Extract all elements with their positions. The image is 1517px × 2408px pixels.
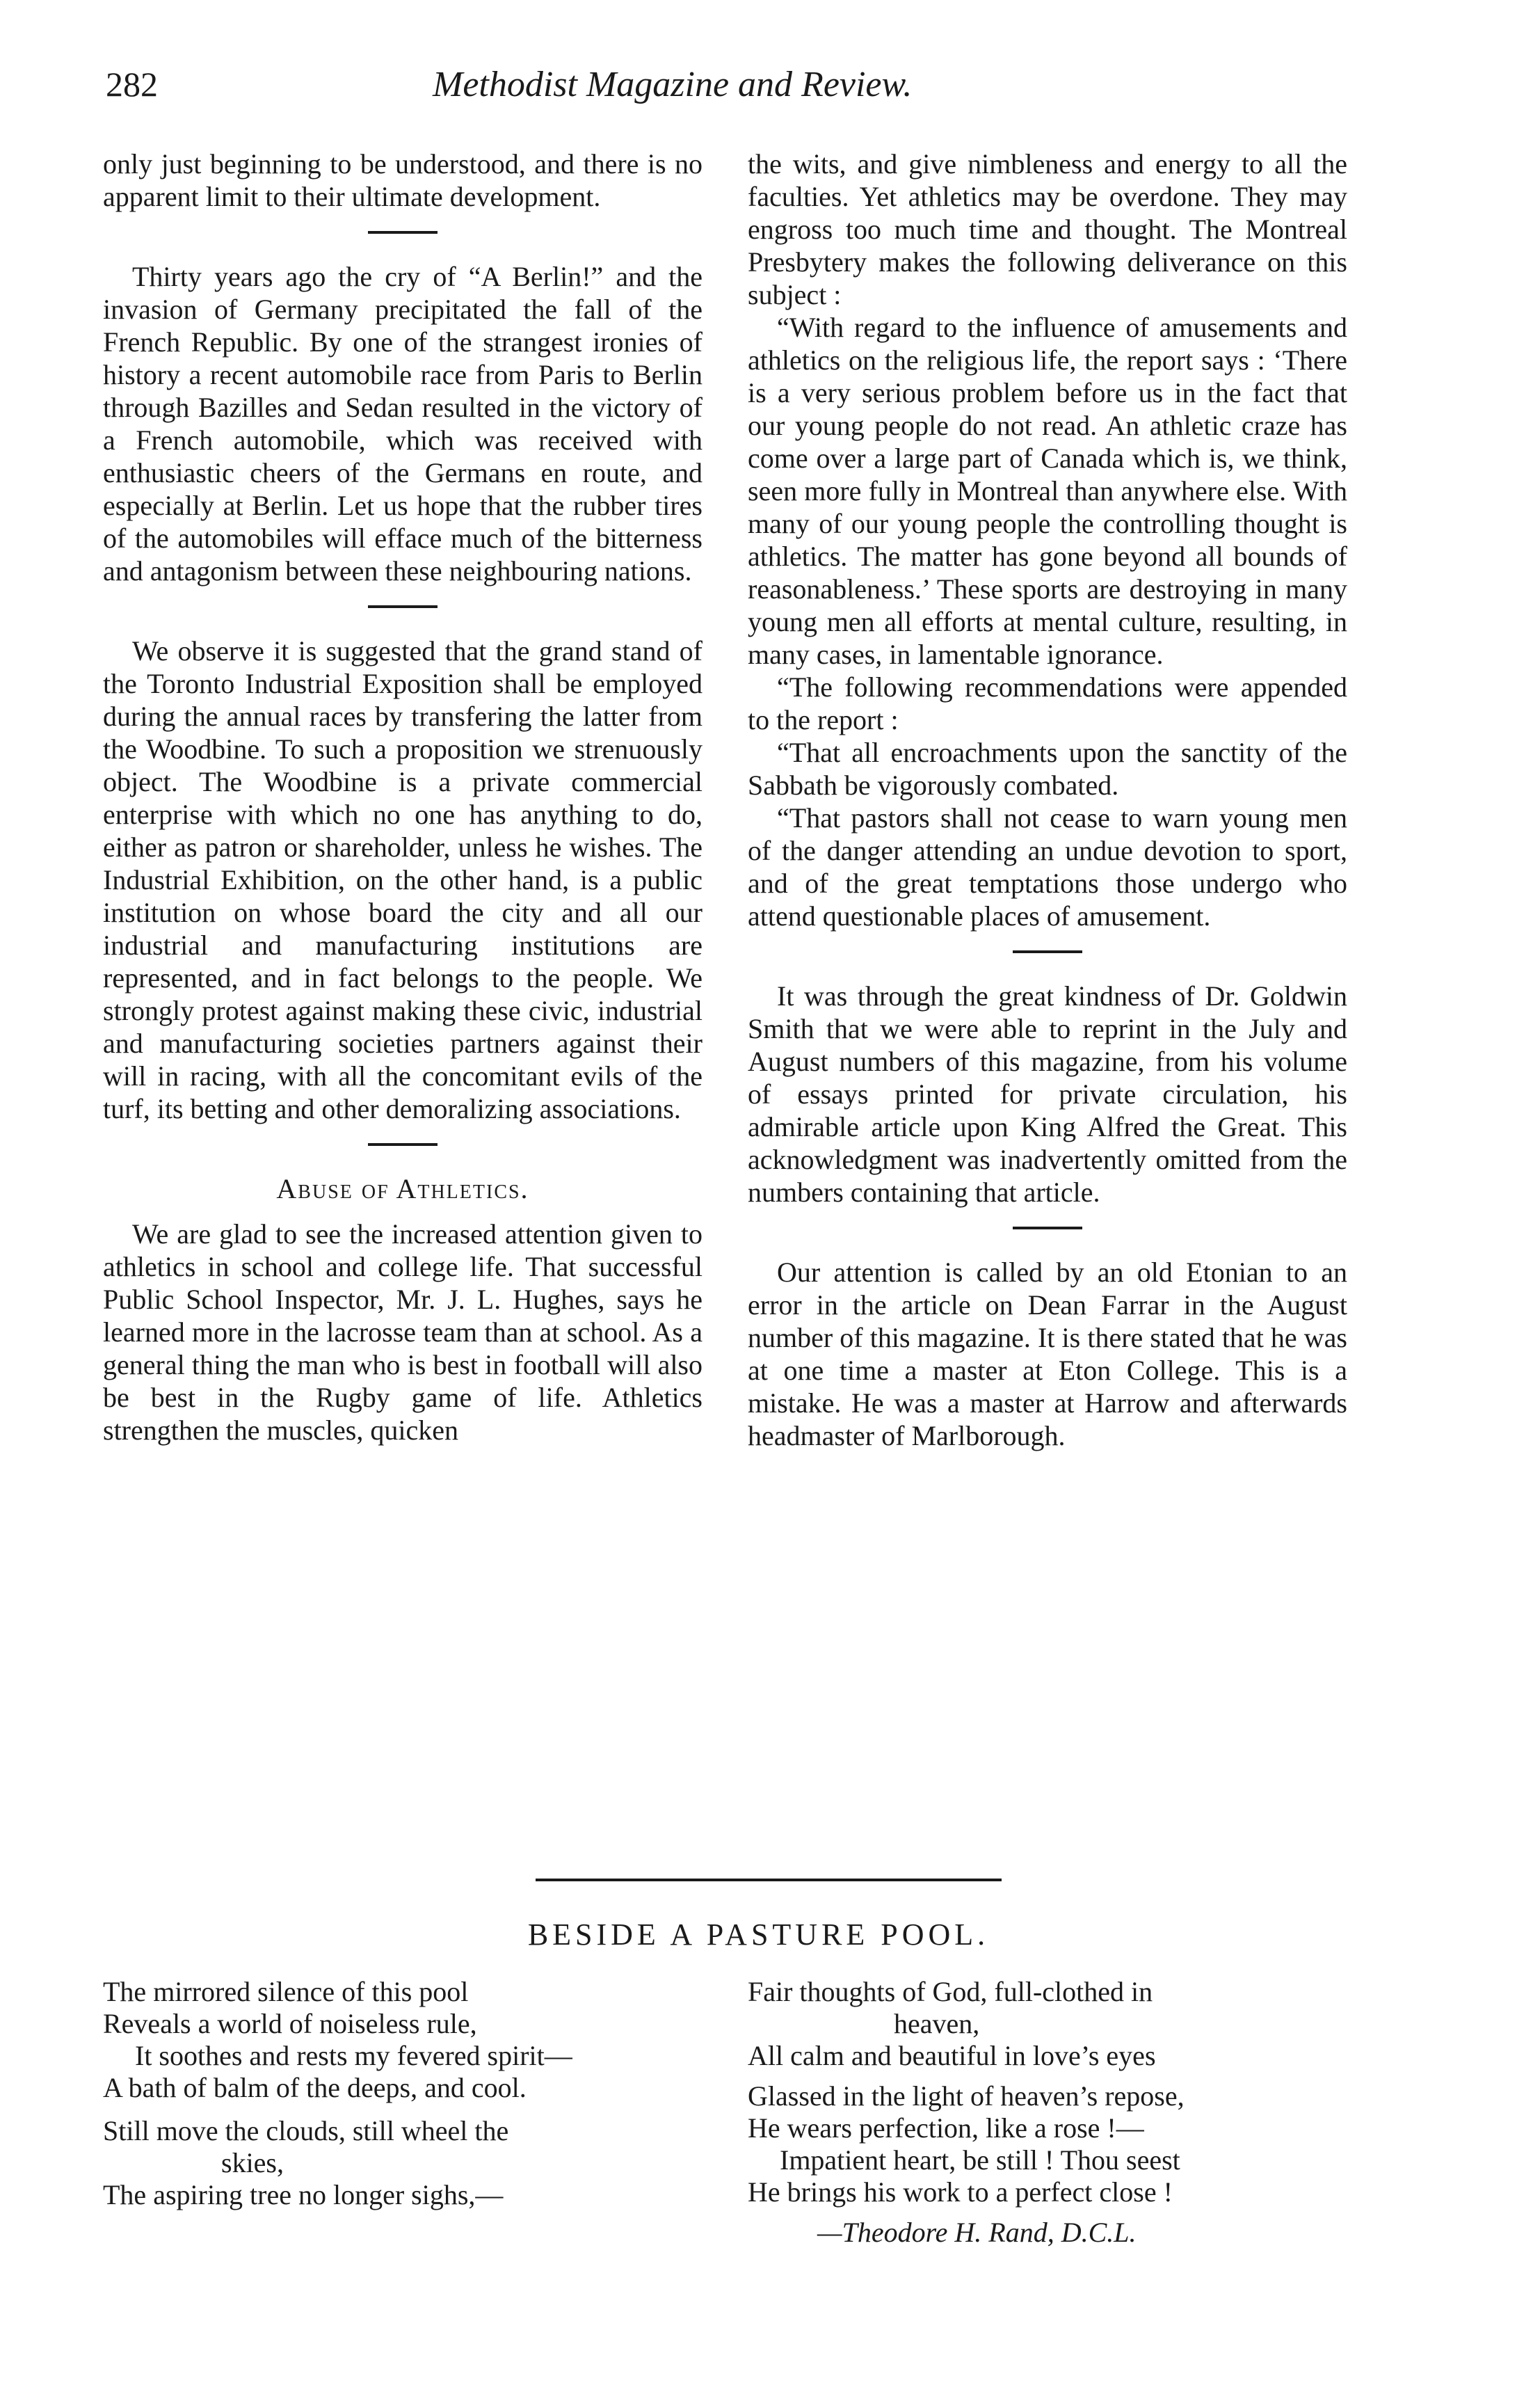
paragraph: We observe it is suggested that the grand stand of the Toronto Industrial Exposition shall be employed during the annual races by transfering the latter from the Woodbine. To such a proposition we strenuously object. The Woodbine is a private commercial enterprise with which no one has anything to do, either as patron or shareholder, unless he wishes. The Industrial Exhibition, on the other hand, is a public institution on whose board the city and all our industrial and manufacturing institutions are represented, and in fact belongs to the people. We strongly protest against making these civic, industrial and manufacturing societies partners against their will in racing, with all the concomitant evils of the turf, its betting and other demoralizing associations. bbox=[103, 635, 703, 1124]
section-divider bbox=[368, 231, 438, 234]
paragraph: It was through the great kindness of Dr. Goldwin Smith that we were able to reprint in the July and August numbers of this magazine, from his volume of essays printed for private circulation, his admirable article upon King Alfred the Great. This acknowledgment was inadvertently omitted from the numbers containing that article. bbox=[748, 980, 1347, 1208]
poem-line: heaven, bbox=[894, 2008, 980, 2039]
paragraph: only just beginning to be understood, and there is no apparent limit to their ultimate development. bbox=[103, 148, 703, 212]
right-column bbox=[748, 147, 1347, 1452]
poem-line: He brings his work to a perfect close ! bbox=[748, 2176, 1173, 2208]
poem-line: The aspiring tree no longer sighs,— bbox=[103, 2179, 504, 2210]
poem-line: skies, bbox=[221, 2147, 284, 2178]
section-divider bbox=[368, 605, 438, 608]
poem-line: Impatient heart, be still ! Thou seest bbox=[780, 2144, 1180, 2176]
quoted-paragraph: “The following recommendations were appended to the report : bbox=[748, 671, 1347, 735]
paragraph: Thirty years ago the cry of “A Berlin!” and the invasion of Germany precipitated the fall of the French Republic. By one of the strangest ironies of history a recent automobile race from Paris to Berlin through Bazilles and Sedan resulted in the victory of a French automobile, which was received with enthusiastic cheers of the Germans en route, and especially at Berlin. Let us hope that the rubber tires of the automobiles will efface much of the bitterness and antagonism between these neighbouring nations. bbox=[103, 261, 703, 587]
poem-stanza bbox=[103, 2115, 508, 2211]
poem-line: Fair thoughts of God, full-clothed in bbox=[748, 1976, 1153, 2007]
poem-title: BESIDE A PASTURE POOL. bbox=[527, 1917, 990, 1952]
poem-line: It soothes and rests my fevered spirit— bbox=[135, 2040, 572, 2071]
left-column bbox=[103, 147, 703, 1446]
quoted-paragraph: “That pastors shall not cease to warn young men of the danger attending an undue devotion to sport, and of the great temptations those undergo who attend questionable places of amusement. bbox=[748, 802, 1347, 932]
paragraph: the wits, and give nimbleness and energy to all the faculties. Yet athletics may be overdone. They may engross too much time and thought. The Montreal Presbytery makes the following deliverance on this subject : bbox=[748, 148, 1347, 310]
poem-line: The mirrored silence of this pool bbox=[103, 1976, 469, 2007]
quoted-paragraph: “That all encroachments upon the sanctity of the Sabbath be vigorously combated. bbox=[748, 737, 1347, 801]
page-header bbox=[106, 64, 1379, 120]
running-title: Methodist Magazine and Review. bbox=[433, 65, 913, 104]
poem-line: Still move the clouds, still wheel the bbox=[103, 2115, 509, 2146]
poem-stanza bbox=[748, 2080, 1185, 2208]
section-divider bbox=[368, 1143, 438, 1146]
poem-stanza bbox=[748, 1976, 1156, 2072]
section-divider bbox=[1013, 1227, 1082, 1229]
poem-signature: —Theodore H. Rand, D.C.L. bbox=[817, 2217, 1137, 2248]
paragraph: Our attention is called by an old Etonian to an error in the article on Dean Farrar in the August number of this magazine. It is there stated that he was at one time a master at Eton College. This is a mistake. He was a master at Harrow and afterwards headmaster of Marlborough. bbox=[748, 1257, 1347, 1451]
section-divider bbox=[1013, 950, 1082, 953]
page-number: 282 bbox=[106, 65, 158, 104]
poem-line: Glassed in the light of heaven’s repose, bbox=[748, 2080, 1185, 2112]
paragraph: We are glad to see the increased attention given to athletics in school and college life. That successful Public School Inspector, Mr. J. L. Hughes, says he learned more in the lacrosse team than at school. As a general thing the man who is best in football will also be best in the Rugby game of life. Athletics strengthen the muscles, quicken bbox=[103, 1218, 703, 1446]
poem-line: Reveals a world of noiseless rule, bbox=[103, 2008, 477, 2039]
quoted-paragraph: “With regard to the influence of amusements and athletics on the religious life, the report says : ‘There is a very serious problem before us in the fact that our young people do not read. An athletic craze has come over a large part of Canada which is, we think, seen more fully in Montreal than anywhere else. With many of our young people the controlling thought is athletics. The matter has gone beyond all bounds of reasonableness.’ These sports are destroying in many young men all efforts at mental culture, resulting, in many cases, in lamentable ignorance. bbox=[748, 312, 1347, 670]
poem-line: All calm and beautiful in love’s eyes bbox=[748, 2040, 1156, 2071]
poem-line: A bath of balm of the deeps, and cool. bbox=[103, 2072, 527, 2103]
poem-divider bbox=[536, 1879, 1002, 1881]
poem-line: He wears perfection, like a rose !— bbox=[748, 2112, 1144, 2144]
poem-stanza bbox=[103, 1976, 572, 2104]
section-heading: Abuse of Athletics. bbox=[276, 1173, 529, 1204]
